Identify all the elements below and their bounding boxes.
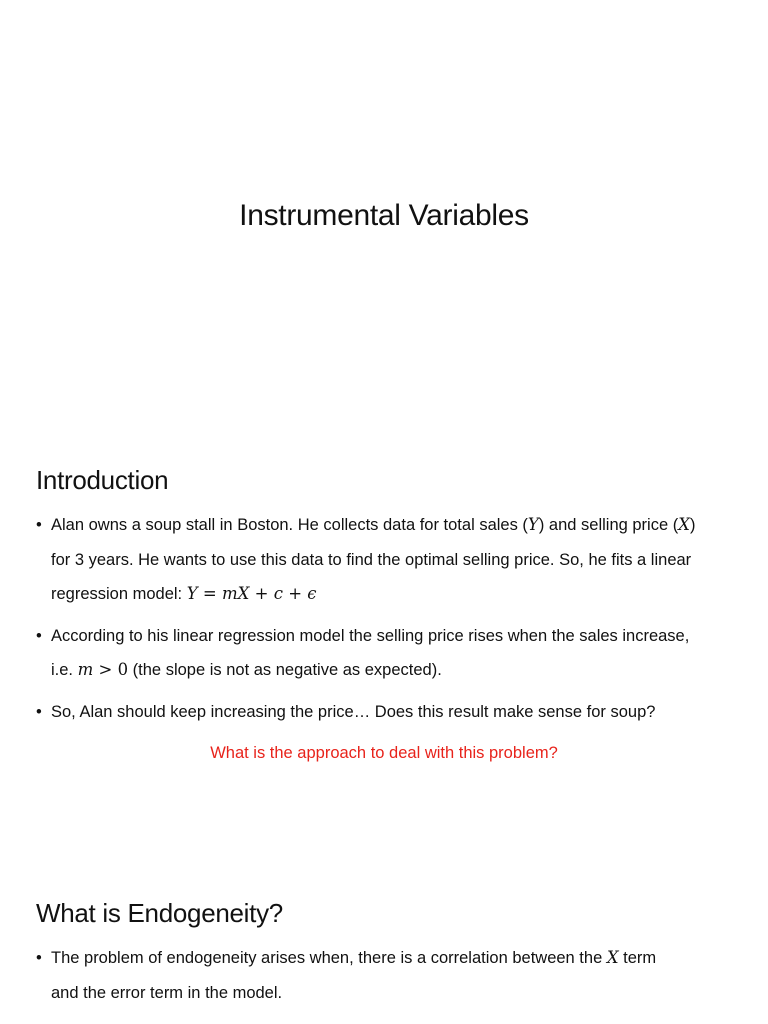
section-heading-introduction: Introduction: [36, 465, 169, 495]
bullet-dot: •: [36, 949, 42, 967]
highlighted-question: What is the approach to deal with this problem?: [210, 744, 558, 762]
introduction-bullets: [36, 508, 736, 729]
bullet-dot: •: [36, 702, 42, 721]
bullet-endogeneity-definition: • The problem of endogeneity arises when, there is a correlation between the X term and the error term in the model.: [36, 941, 736, 1010]
bullet-dot: •: [36, 516, 42, 534]
bullet-keep-increasing: • So, Alan should keep increasing the price… Does this result make sense for soup?: [36, 695, 736, 730]
bullet-dot: •: [36, 626, 42, 645]
bullet-soup-stall: • Alan owns a soup stall in Boston. He collects data for total sales (Y) and selling price (X) for 3 years. He wants to use this data to find the optimal selling price. So, he fits a linear regression model: Y = mX + c + ϵ: [36, 508, 736, 612]
document-title: Instrumental Variables: [239, 199, 529, 232]
endogeneity-bullets: [36, 941, 736, 1010]
section-heading-endogeneity: What is Endogeneity?: [36, 898, 283, 928]
bullet-regression-result: • According to his linear regression model the selling price rises when the sales increase, i.e. m > 0 (the slope is not as negative as expected).: [36, 619, 736, 688]
